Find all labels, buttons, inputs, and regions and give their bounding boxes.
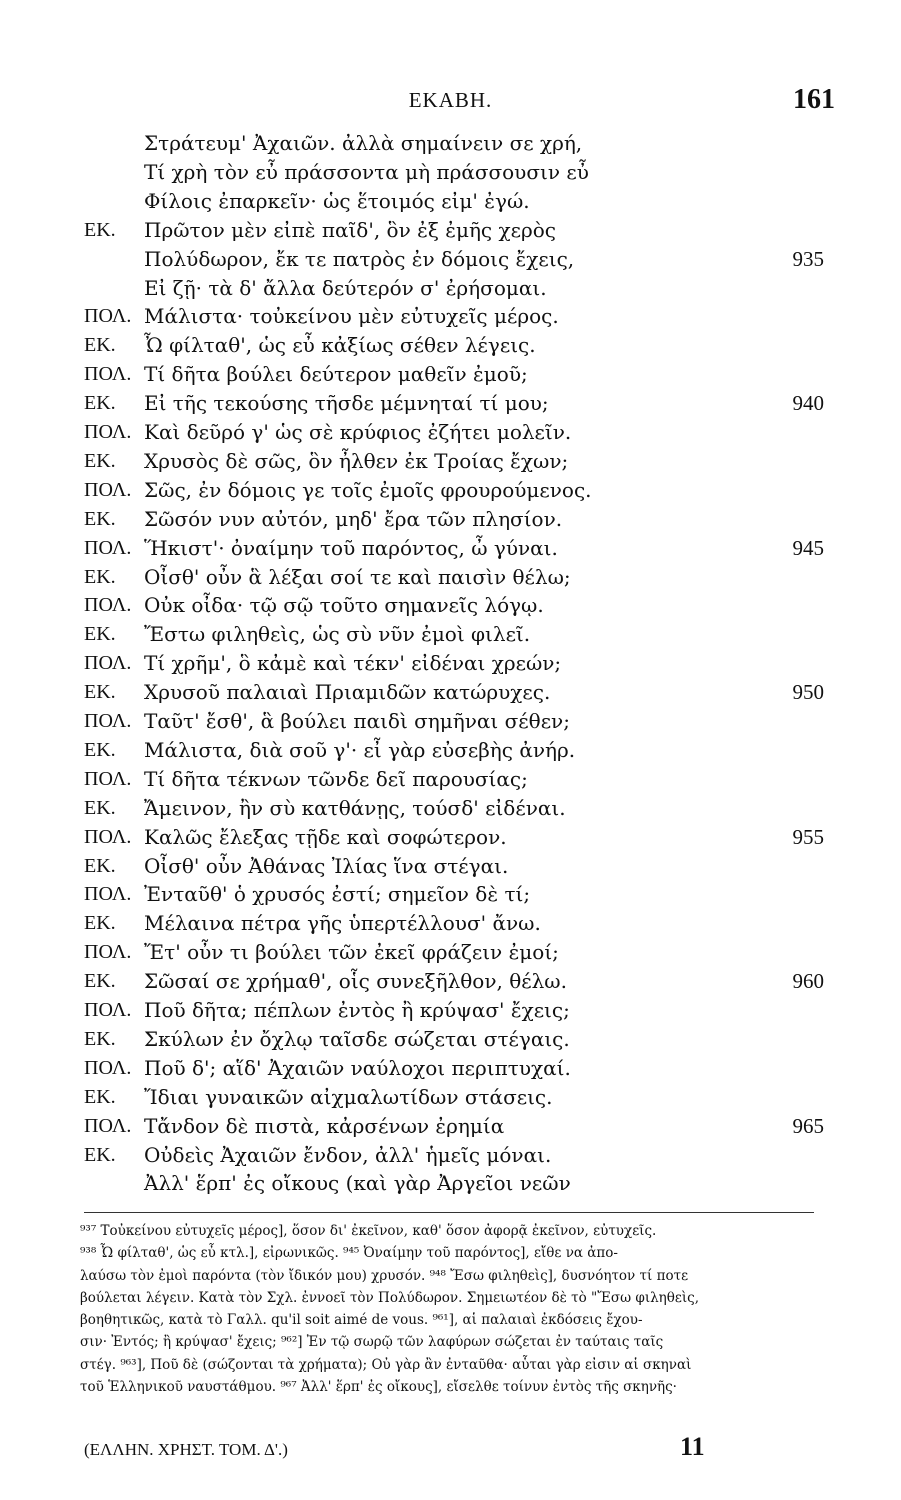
speaker-label: ΕΚ. — [84, 218, 116, 241]
footnotes — [80, 1220, 820, 1398]
footnote-line: βοηθητικῶς, κατὰ τὸ Γαλλ. qu'il soit aimé de vous. ⁹⁶¹], αἱ παλαιαὶ ἐκδόσεις ἔχου- — [80, 1312, 643, 1329]
footnote-divider — [84, 1212, 814, 1213]
speaker-label: ΠΟΛ. — [84, 825, 132, 848]
verse-line — [84, 648, 824, 678]
line-number: 950 — [792, 680, 824, 705]
verse-line — [84, 793, 824, 823]
verse-line — [84, 1168, 824, 1198]
verse-line — [84, 879, 824, 909]
verse-line — [84, 995, 824, 1025]
series-footer: (ΕΛΛΗΝ. ΧΡΗΣΤ. ΤΟΜ. Δ'.) — [84, 1440, 288, 1459]
speaker-label: ΠΟΛ. — [84, 767, 132, 790]
verse-text: Ἄμεινον, ἢν σὺ κατθάνῃς, τούσδ' εἰδέναι. — [144, 795, 566, 820]
verse-text: Τί δῆτα τέκνων τῶνδε δεῖ παρουσίας; — [144, 766, 528, 791]
verse-text: Ὦ φίλταθ', ὡς εὖ κἀξίως σέθεν λέγεις. — [144, 333, 536, 358]
verse-text: Ἴδιαι γυναικῶν αἰχμαλωτίδων στάσεις. — [144, 1084, 553, 1109]
verse-text: Ἔτ' οὖν τι βούλει τῶν ἐκεῖ φράζειν ἐμοί; — [144, 940, 559, 965]
speaker-label: ΕΚ. — [84, 507, 116, 530]
verse-line — [84, 1082, 824, 1112]
verse-line — [84, 128, 824, 158]
verse-line — [84, 822, 824, 852]
speaker-label: ΠΟΛ. — [84, 594, 132, 617]
line-number: 955 — [792, 824, 824, 849]
verse-line — [84, 735, 824, 765]
verse-line — [84, 1140, 824, 1170]
verse-text: Σῶς, ἐν δόμοις γε τοῖς ἐμοῖς φρουρούμενος. — [144, 477, 592, 502]
verse-text: Οἶσθ' οὖν Ἀθάνας Ἰλίας ἵνα στέγαι. — [144, 853, 509, 878]
speaker-label: ΠΟΛ. — [84, 305, 132, 328]
speaker-label: ΠΟΛ. — [84, 1114, 132, 1137]
speaker-label: ΕΚ. — [84, 796, 116, 819]
line-number: 935 — [792, 246, 824, 271]
verse-text: Ἥκιστ'· ὀναίμην τοῦ παρόντος, ὦ γύναι. — [144, 535, 558, 560]
speaker-label: ΠΟΛ. — [84, 536, 132, 559]
verse-text: Οἶσθ' οὖν ἃ λέξαι σοί τε καὶ παισὶν θέλω; — [144, 564, 571, 589]
verse-text: Ταῦτ' ἔσθ', ἃ βούλει παιδὶ σημῆναι σέθεν; — [144, 709, 570, 733]
verse-line — [84, 504, 824, 534]
line-number: 965 — [792, 1113, 824, 1138]
verse-line — [84, 446, 824, 476]
verse-text: Τἄνδον δὲ πιστὰ, κἀρσένων ἐρημία — [144, 1113, 505, 1138]
verse-line — [84, 273, 824, 303]
verse-text: Σῶσόν νυν αὐτόν, μηδ' ἔρα τῶν πλησίον. — [144, 506, 563, 531]
verse-line — [84, 764, 824, 794]
verse-line — [84, 417, 824, 447]
speaker-label: ΕΚ. — [84, 738, 116, 761]
speaker-label: ΕΚ. — [84, 1143, 116, 1166]
verse-text: Χρυσὸς δὲ σῶς, ὃν ἦλθεν ἐκ Τροίας ἔχων; — [144, 448, 569, 473]
verse-line — [84, 301, 824, 331]
verse-text: Σῶσαί σε χρήμαθ', οἷς συνεξῆλθον, θέλω. — [144, 969, 567, 994]
speaker-label: ΕΚ. — [84, 392, 116, 415]
verse-text: Μέλαινα πέτρα γῆς ὑπερτέλλουσ' ἄνω. — [144, 911, 541, 936]
footnote-line: ⁹³⁷ Τοὐκείνου εὐτυχεῖς μέρος], ὅσον δι' ἐκεῖνον, καθ' ὅσον ἀφορᾷ ἐκεῖνον, εὐτυχεῖς. — [80, 1223, 657, 1239]
verse-text: Ἐνταῦθ' ὁ χρυσός ἐστί; σημεῖον δὲ τί; — [144, 882, 531, 907]
footnote-line: βούλεται λέγειν. Κατὰ τὸν Σχλ. ἐννοεῖ τὸν Πολύδωρον. Σημειωτέον δὲ τὸ "Ἔσω φιληθεὶς, — [80, 1289, 700, 1306]
verse-line — [84, 475, 824, 505]
verse-text: Πολύδωρον, ἔκ τε πατρὸς ἐν δόμοις ἔχεις, — [144, 246, 575, 271]
verse-text: Ποῦ δῆτα; πέπλων ἐντὸς ἢ κρύψασ' ἔχεις; — [144, 998, 570, 1022]
verse-line — [84, 1111, 824, 1141]
verse-text: Τί χρῆμ', ὃ κἀμὲ καὶ τέκν' εἰδέναι χρεών; — [144, 651, 562, 676]
footnote-line: λαύσω τὸν ἐμοὶ παρόντα (τὸν ἴδικόν μου) χρυσόν. ⁹⁴⁸ Ἔσω φιληθεὶς], δυσνόητον τί ποτε — [80, 1267, 689, 1284]
verse-text: Στράτευμ' Ἀχαιῶν. ἀλλὰ σημαίνειν σε χρή, — [144, 131, 583, 155]
verse-line — [84, 851, 824, 881]
footnote-line: σιν· Ἐντός; ἢ κρύψασ' ἔχεις; ⁹⁶²] Ἐν τῷ σωρῷ τῶν λαφύρων σώζεται ἐν ταύταις ταῖς — [80, 1334, 664, 1351]
verse-text: Οὐδεὶς Ἀχαιῶν ἔνδον, ἀλλ' ἡμεῖς μόναι. — [144, 1142, 552, 1167]
verse-text: Χρυσοῦ παλαιαὶ Πριαμιδῶν κατώρυχες. — [144, 680, 551, 705]
speaker-label: ΕΚ. — [84, 623, 116, 646]
speaker-label: ΠΟΛ. — [84, 478, 132, 501]
line-number: 960 — [792, 969, 824, 994]
speaker-label: ΠΟΛ. — [84, 999, 132, 1021]
speaker-label: ΕΚ. — [84, 1027, 116, 1050]
speaker-label: ΕΚ. — [84, 970, 116, 993]
verse-line — [84, 359, 824, 389]
verse-text: Ποῦ δ'; αἵδ' Ἀχαιῶν ναύλοχοι περιπτυχαί. — [144, 1055, 571, 1080]
verse-text: Σκύλων ἐν ὄχλῳ ταῖσδε σώζεται στέγαις. — [144, 1026, 570, 1051]
verse-line — [84, 966, 824, 996]
verse-line — [84, 590, 824, 620]
speaker-label: ΠΟΛ. — [84, 421, 132, 443]
verse-line — [84, 388, 824, 418]
verse-text: Τί χρὴ τὸν εὖ πράσσοντα μὴ πράσσουσιν εὖ — [144, 159, 589, 184]
verse-text: Τί δῆτα βούλει δεύτερον μαθεῖν ἐμοῦ; — [144, 362, 528, 387]
verse-text: Ἔστω φιληθεὶς, ὡς σὺ νῦν ἐμοὶ φιλεῖ. — [144, 622, 531, 647]
speaker-label: ΕΚ. — [84, 565, 116, 588]
verse-line — [84, 533, 824, 563]
verse-text: Καὶ δεῦρό γ' ὡς σὲ κρύφιος ἐζήτει μολεῖν. — [144, 420, 572, 444]
footnote-line: ⁹³⁸ Ὦ φίλταθ', ὡς εὖ κτλ.], εἰρωνικῶς. ⁹⁴⁵ Ὀναίμην τοῦ παρόντος], εἴθε να ἀπο- — [80, 1245, 618, 1262]
verse-line — [84, 330, 824, 360]
speaker-label: ΠΟΛ. — [84, 941, 132, 964]
speaker-label: ΠΟΛ. — [84, 710, 132, 732]
verse-line — [84, 562, 824, 592]
verse-line — [84, 937, 824, 967]
verse-line — [84, 706, 824, 736]
speaker-label: ΕΚ. — [84, 449, 116, 472]
speaker-label: ΠΟΛ. — [84, 1056, 132, 1079]
line-number: 940 — [792, 391, 824, 416]
verse-text: Οὐκ οἶδα· τῷ σῷ τοῦτο σημανεῖς λόγῳ. — [144, 593, 544, 618]
verse-text: Μάλιστα, διὰ σοῦ γ'· εἶ γὰρ εὐσεβὴς ἀνήρ. — [144, 737, 576, 762]
verse-line — [84, 1053, 824, 1083]
speaker-label: ΕΚ. — [84, 681, 116, 704]
speaker-label: ΕΚ. — [84, 334, 116, 357]
verse-line — [84, 908, 824, 938]
speaker-label: ΠΟΛ. — [84, 652, 132, 675]
speaker-label: ΕΚ. — [84, 854, 116, 877]
line-number: 945 — [792, 535, 824, 560]
footnote-line: τοῦ Ἑλληνικοῦ ναυστάθμου. ⁹⁶⁷ Ἀλλ' ἕρπ' ἐς οἴκους], εἴσελθε τοίνυν ἐντὸς τῆς σκηνῆς· — [80, 1379, 677, 1396]
footnote-line: στέγ. ⁹⁶³], Ποῦ δὲ (σώζονται τὰ χρήματα); Οὐ γὰρ ἂν ἐνταῦθα· αὗται γὰρ εἰσιν αἱ σκηναὶ — [80, 1356, 692, 1373]
verse-line — [84, 186, 824, 216]
verse-text: Εἰ τῆς τεκούσης τῆσδε μέμνηταί τί μου; — [144, 391, 549, 416]
verse-line — [84, 157, 824, 187]
speaker-label: ΕΚ. — [84, 912, 116, 935]
verse-text: Μάλιστα· τοὐκείνου μὲν εὐτυχεῖς μέρος. — [144, 304, 559, 329]
verse-text: Εἰ ζῇ· τὰ δ' ἄλλα δεύτερόν σ' ἐρήσομαι. — [144, 275, 547, 300]
verse-line — [84, 619, 824, 649]
speaker-label: ΠΟΛ. — [84, 883, 132, 906]
speaker-label: ΠΟΛ. — [84, 363, 132, 386]
speaker-label: ΕΚ. — [84, 1085, 116, 1108]
verse-line — [84, 215, 824, 245]
verse-text: Φίλοις ἐπαρκεῖν· ὡς ἕτοιμός εἰμ' ἐγώ. — [144, 188, 530, 213]
verse-line — [84, 677, 824, 707]
page-number: 161 — [793, 84, 835, 115]
verse-text: Ἀλλ' ἕρπ' ἐς οἴκους (καὶ γὰρ Ἀργεῖοι νεῶν — [144, 1171, 571, 1196]
verse-line — [84, 244, 824, 274]
verse-line — [84, 1024, 824, 1054]
verse-text: Καλῶς ἔλεξας τῇδε καὶ σοφώτερον. — [144, 824, 507, 849]
signature-mark: 11 — [680, 1432, 705, 1461]
verse-text: Πρῶτον μὲν εἰπὲ παῖδ', ὃν ἐξ ἐμῆς χερὸς — [144, 217, 556, 242]
running-header-title: ΕΚΑΒΗ. — [408, 88, 493, 112]
